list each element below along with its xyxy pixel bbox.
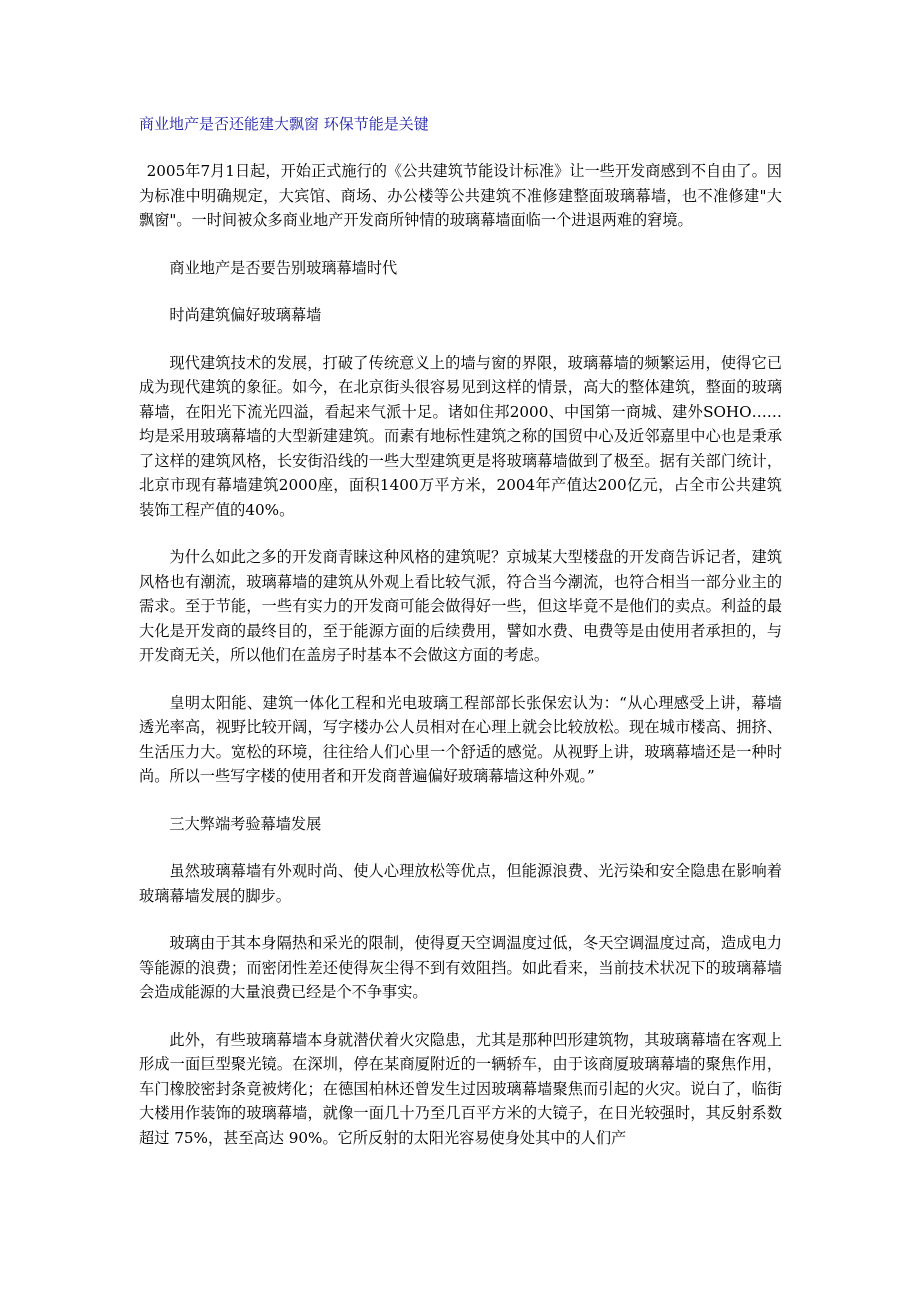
paragraph-fire-hazard: 此外，有些玻璃幕墙本身就潜伏着火灾隐患，尤其是那种凹形建筑物，其玻璃幕墙在客观上形成一面巨型聚光镜。在深圳，停在某商厦附近的一辆轿车，由于该商厦玻璃幕墙的聚焦作用，车门橡胶密封条竟被烤化；在德国柏林还曾发生过因玻璃幕墙聚焦而引起的火灾。说白了，临街大楼用作装饰的玻璃幕墙，就像一面几十乃至几百平方米的大镜子，在日光较强时，其反射系数超过 75%，甚至高达 90%。它所反射的太阳光容易使身处其中的人们产 [139,1030,782,1147]
article-title: 商业地产是否还能建大飘窗 环保节能是关键 [139,115,429,133]
section-heading-3: 三大弊端考验幕墙发展 [169,814,322,833]
section-heading-1: 商业地产是否要告别玻璃幕墙时代 [169,258,398,277]
document-page [139,112,782,1173]
paragraph-developer-preference: 为什么如此之多的开发商青睐这种风格的建筑呢？京城某大型楼盘的开发商告诉记者，建筑风格也有潮流，玻璃幕墙的建筑从外观上看比较气派，符合当今潮流，也符合相当一部分业主的需求。至于节能，一些有实力的开发商可能会做得好一些，但这毕竟不是他们的卖点。利益的最大化是开发商的最终目的，至于能源方面的后续费用，譬如水费、电费等是由使用者承担的，与开发商无关，所以他们在盖房子时基本不会做这方面的考虑。 [139,548,782,664]
paragraph-drawbacks-intro: 虽然玻璃幕墙有外观时尚、使人心理放松等优点，但能源浪费、光污染和安全隐患在影响着玻璃幕墙发展的脚步。 [139,862,782,905]
paragraph-expert-quote: 皇明太阳能、建筑一体化工程和光电玻璃工程部部长张保宏认为：“从心理感受上讲，幕墙透光率高，视野比较开阔，写字楼办公人员相对在心理上就会比较放松。现在城市楼高、拥挤、生活压力大。宽松的环境，往往给人们心里一个舒适的感觉。从视野上讲，玻璃幕墙还是一种时尚。所以一些写字楼的使用者和开发商普遍偏好玻璃幕墙这种外观。” [139,693,782,785]
paragraph-modern-architecture: 现代建筑技术的发展，打破了传统意义上的墙与窗的界限，玻璃幕墙的频繁运用，使得它已成为现代建筑的象征。如今，在北京街头很容易见到这样的情景，高大的整体建筑，整面的玻璃幕墙，在阳光下流光四溢，看起来气派十足。诸如住邦2000、中国第一商城、建外SOHO……均是采用玻璃幕墙的大型新建建筑。而素有地标性建筑之称的国贸中心及近邻嘉里中心也是秉承了这样的建筑风格，长安街沿线的一些大型建筑更是将玻璃幕墙做到了极至。据有关部门统计，北京市现有幕墙建筑2000座，面积1400万平方米，2004年产值达200亿元，占全市公共建筑装饰工程产值的40%。 [139,353,782,519]
section-heading-2: 时尚建筑偏好玻璃幕墙 [169,306,322,324]
paragraph-intro: 2005年7月1日起，开始正式施行的《公共建筑节能设计标准》让一些开发商感到不自由了。因为标准中明确规定，大宾馆、商场、办公楼等公共建筑不准修建整面玻璃幕墙，也不准修建"大飘窗"。一时间被众多商业地产开发商所钟情的玻璃幕墙面临一个进退两难的窘境。 [139,162,782,229]
paragraph-energy-waste: 玻璃由于其本身隔热和采光的限制，使得夏天空调温度过低，冬天空调温度过高，造成电力等能源的浪费；而密闭性差还使得灰尘得不到有效阻挡。如此看来，当前技术状况下的玻璃幕墙会造成能源的大量浪费已经是个不争事实。 [139,934,782,1001]
